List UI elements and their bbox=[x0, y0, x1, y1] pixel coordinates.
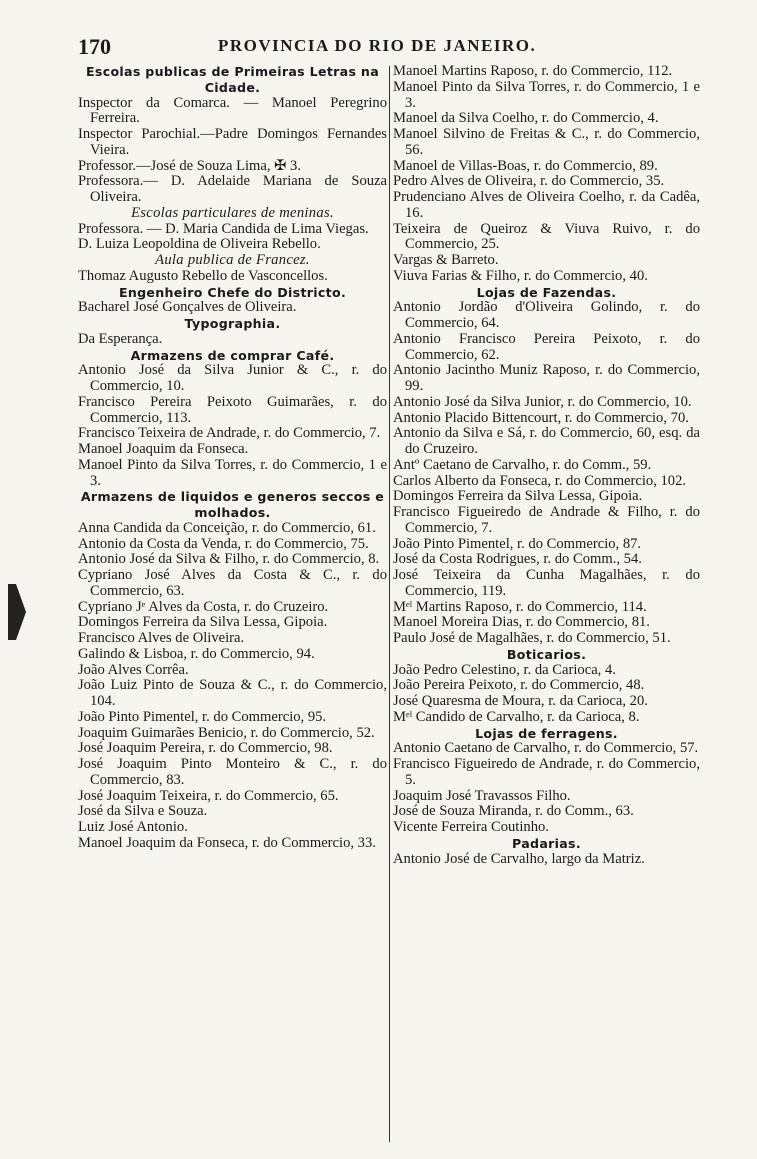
directory-entry: Antonio Francisco Pereira Peixoto, r. do Commercio, 62. bbox=[393, 330, 700, 363]
directory-entry: D. Luiza Leopoldina de Oliveira Rebello. bbox=[78, 236, 321, 253]
directory-entry: Francisco Alves de Oliveira. bbox=[78, 630, 245, 646]
directory-entry: Antonio Caetano de Carvalho, r. do Commercio, 57. bbox=[393, 740, 699, 757]
directory-entry: Antonio José da Silva & Filho, r. do Commercio, 8. bbox=[78, 551, 380, 568]
directory-entry: José da Silva e Souza. bbox=[78, 803, 208, 820]
section-heading: Padarias. bbox=[512, 835, 581, 851]
directory-entry: Manoel Joaquim da Fonseca, r. do Commercio, 33. bbox=[78, 834, 376, 851]
directory-entry: Bacharel José Gonçalves de Oliveira. bbox=[78, 299, 297, 316]
page-edge-mark bbox=[6, 582, 28, 642]
directory-entry: Manoel de Villas-Boas, r. do Commercio, 89. bbox=[393, 157, 658, 174]
directory-entry: Paulo José de Magalhães, r. do Commercio, 51. bbox=[393, 630, 671, 646]
directory-entry: Professor.—José de Souza Lima, ✠ 3. bbox=[78, 157, 301, 174]
directory-entry: Francisco Teixeira de Andrade, r. do Commercio, 7. bbox=[78, 425, 381, 442]
directory-entry: João Alves Corrêa. bbox=[78, 661, 189, 678]
directory-entry: Antonio da Silva e Sá, r. do Commercio, 60, esq. da do Cruzeiro. bbox=[393, 425, 700, 457]
directory-entry: Manoel Pinto da Silva Torres, r. do Commercio, 1 e 3. bbox=[78, 456, 387, 489]
directory-entry: João Luiz Pinto de Souza & C., r. do Commercio, 104. bbox=[78, 677, 387, 709]
directory-entry: Antonio Jordão d'Oliveira Golindo, r. do Commercio, 64. bbox=[393, 299, 700, 331]
section-subheading: Escolas particulares de meninas. bbox=[131, 204, 334, 221]
directory-entry: Antonio José da Silva Junior, r. do Commercio, 10. bbox=[393, 393, 692, 410]
directory-entry: José Teixeira da Cunha Magalhães, r. do Commercio, 119. bbox=[393, 567, 700, 599]
directory-entry: Antonio José da Silva Junior & C., r. do Commercio, 10. bbox=[78, 362, 387, 394]
section-heading: Engenheiro Chefe do Districto. bbox=[118, 284, 347, 300]
directory-entry: Domingos Ferreira da Silva Lessa, Gipoia. bbox=[78, 614, 328, 631]
page-number: 170 bbox=[78, 34, 111, 59]
directory-entry: Vargas & Barreto. bbox=[393, 252, 499, 268]
directory-entry: Antonio José de Carvalho, largo da Matriz. bbox=[393, 850, 645, 867]
directory-entry: Manoel da Silva Coelho, r. do Commercio, 4. bbox=[393, 110, 659, 127]
left-column bbox=[78, 64, 387, 852]
directory-entry: Anna Candida da Conceição, r. do Commercio, 61. bbox=[78, 519, 376, 536]
section-heading: Armazens de comprar Café. bbox=[130, 347, 335, 363]
directory-entry: Thomaz Augusto Rebello de Vasconcellos. bbox=[78, 267, 328, 284]
column-divider bbox=[389, 66, 390, 1142]
directory-entry: Antº Caetano de Carvalho, r. do Comm., 59. bbox=[393, 456, 652, 473]
section-subheading: Aula publica de Francez. bbox=[155, 252, 310, 268]
directory-entry: Galindo & Lisboa, r. do Commercio, 94. bbox=[78, 645, 315, 662]
section-heading: Lojas de ferragens. bbox=[475, 725, 618, 741]
section-heading: Boticarios. bbox=[506, 646, 587, 662]
directory-entry: Manoel Pinto da Silva Torres, r. do Commercio, 1 e 3. bbox=[393, 78, 700, 111]
directory-entry: José Quaresma de Moura, r. da Carioca, 20. bbox=[393, 693, 648, 709]
section-heading: Typographia. bbox=[184, 316, 281, 331]
directory-entry: José Joaquim Pinto Monteiro & C., r. do Commercio, 83. bbox=[78, 756, 387, 788]
directory-entry: Francisco Figueiredo de Andrade & Filho, r. do Commercio, 7. bbox=[393, 504, 700, 536]
directory-entry: Antonio Placido Bittencourt, r. do Commercio, 70. bbox=[393, 409, 689, 426]
page-header bbox=[78, 34, 700, 58]
directory-entry: Domingos Ferreira da Silva Lessa, Gipoia. bbox=[393, 488, 643, 505]
directory-entry: Cypriano Jᵉ Alves da Costa, r. do Cruzeiro. bbox=[78, 598, 329, 615]
directory-entry: Mᵉˡ Martins Raposo, r. do Commercio, 114. bbox=[393, 598, 647, 615]
directory-entry: Manoel Joaquim da Fonseca. bbox=[78, 441, 249, 457]
directory-entry: Inspector Parochial.—Padre Domingos Fernandes Vieira. bbox=[78, 126, 387, 158]
directory-entry: Manoel Martins Raposo, r. do Commercio, 112. bbox=[393, 63, 673, 79]
directory-entry: Teixeira de Queiroz & Viuva Ruivo, r. do Commercio, 25. bbox=[393, 220, 700, 253]
directory-entry: Francisco Pereira Peixoto Guimarães, r. do Commercio, 113. bbox=[78, 393, 387, 426]
directory-entry: João Pedro Celestino, r. da Carioca, 4. bbox=[393, 661, 616, 678]
directory-entry: Carlos Alberto da Fonseca, r. do Commercio, 102. bbox=[393, 472, 687, 489]
section-heading: Armazens de liquidos e generos seccos e molhados. bbox=[80, 489, 385, 520]
directory-entry: Francisco Figueiredo de Andrade, r. do Commercio, 5. bbox=[393, 756, 700, 788]
directory-entry: Manoel Silvino de Freitas & C., r. do Commercio, 56. bbox=[393, 126, 700, 158]
directory-entry: Inspector da Comarca. — Manoel Peregrino Ferreira. bbox=[78, 94, 387, 127]
section-heading: Escolas publicas de Primeiras Letras na Cidade. bbox=[86, 64, 379, 95]
directory-entry: Antonio Jacintho Muniz Raposo, r. do Commercio, 99. bbox=[393, 362, 700, 394]
directory-entry: Joaquim Guimarães Benicio, r. do Commercio, 52. bbox=[78, 724, 375, 741]
directory-entry: Vicente Ferreira Coutinho. bbox=[393, 819, 549, 835]
section-heading: Lojas de Fazendas. bbox=[476, 284, 617, 300]
directory-entry: Cypriano José Alves da Costa & C., r. do Commercio, 63. bbox=[78, 567, 387, 599]
directory-entry: José Joaquim Teixeira, r. do Commercio, 65. bbox=[78, 787, 339, 804]
directory-entry: Viuva Farias & Filho, r. do Commercio, 40. bbox=[393, 267, 648, 284]
directory-entry: João Pereira Peixoto, r. do Commercio, 48. bbox=[393, 677, 645, 694]
directory-entry: Luiz José Antonio. bbox=[78, 819, 188, 835]
directory-entry: Prudenciano Alves de Oliveira Coelho, r. da Cadêa, 16. bbox=[393, 189, 700, 221]
directory-entry: Pedro Alves de Oliveira, r. do Commercio, 35. bbox=[393, 173, 665, 190]
directory-entry: Da Esperança. bbox=[78, 330, 163, 347]
directory-entry: Professora. — D. Maria Candida de Lima Viegas. bbox=[78, 220, 369, 237]
directory-entry: José de Souza Miranda, r. do Comm., 63. bbox=[393, 803, 634, 820]
directory-entry: Antonio da Costa da Venda, r. do Commercio, 75. bbox=[78, 535, 369, 552]
directory-entry: João Pinto Pimentel, r. do Commercio, 87. bbox=[393, 535, 642, 552]
directory-entry: Professora.— D. Adelaide Mariana de Souza Oliveira. bbox=[78, 173, 387, 205]
running-title: PROVINCIA DO RIO DE JANEIRO. bbox=[218, 36, 537, 55]
right-column bbox=[393, 64, 700, 867]
directory-entry: Manoel Moreira Dias, r. do Commercio, 81. bbox=[393, 614, 650, 631]
directory-entry: José Joaquim Pereira, r. do Commercio, 98. bbox=[78, 740, 333, 757]
directory-entry: Mᵉˡ Candido de Carvalho, r. da Carioca, 8. bbox=[393, 708, 640, 725]
directory-entry: Joaquim José Travassos Filho. bbox=[393, 787, 571, 804]
directory-entry: José da Costa Rodrigues, r. do Comm., 54. bbox=[393, 551, 642, 568]
directory-entry: João Pinto Pimentel, r. do Commercio, 95. bbox=[78, 708, 327, 725]
